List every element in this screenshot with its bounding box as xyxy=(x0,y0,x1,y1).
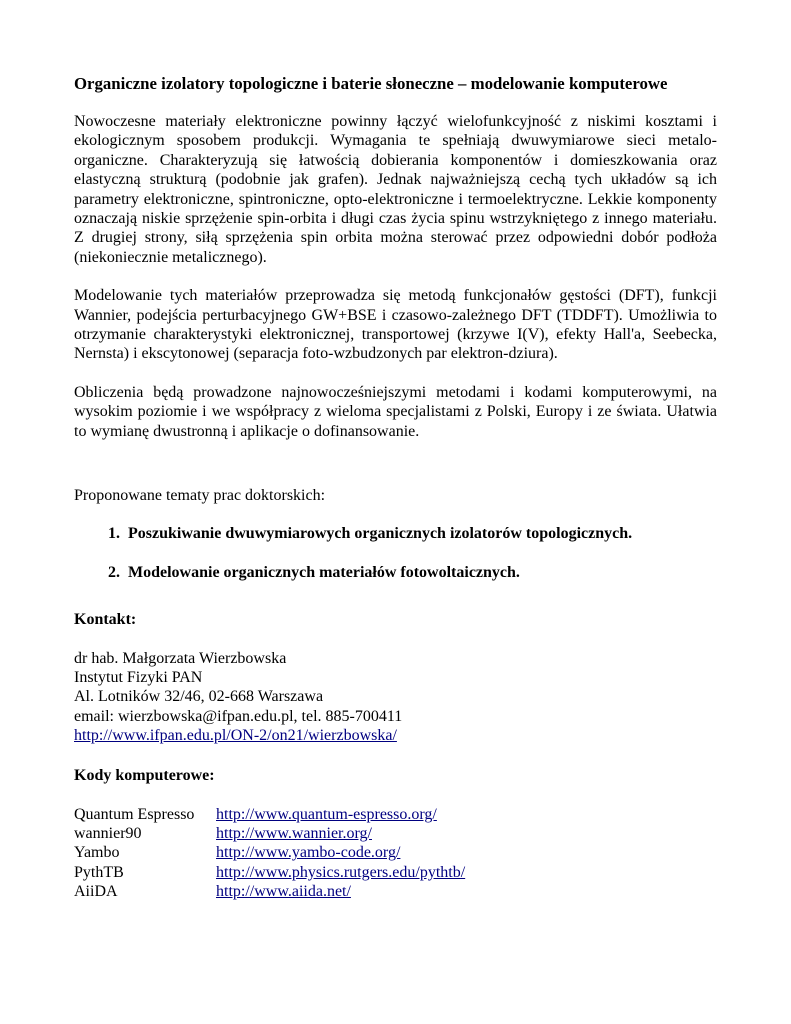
list-item-number: 1. xyxy=(108,524,120,542)
codes-heading: Kody komputerowe: xyxy=(74,766,215,784)
contact-email: email: wierzbowska@ifpan.edu.pl, tel. 885-700411 xyxy=(74,707,403,725)
code-link[interactable]: http://www.quantum-espresso.org/ xyxy=(216,805,437,823)
document-title: Organiczne izolatory topologiczne i baterie słoneczne – modelowanie komputerowe xyxy=(74,74,668,93)
list-item xyxy=(74,563,717,583)
code-name: Yambo xyxy=(74,844,120,862)
paragraph-topics-intro: Proponowane tematy prac doktorskich: xyxy=(74,487,326,505)
paragraph-intro: Nowoczesne materiały elektroniczne powinny łączyć wielofunkcyjność z niskimi kosztami i ekologicznym sposobem produkcji. Wymagania te spełniają dwuwymiarowe sieci metalo-organiczne. Charakteryzują się łatwością dobierania komponentów i domieszkowania oraz elastyczną strukturą (podobnie jak grafen). Jednak najważniejszą cechą tych układów są ich parametry elektroniczne, spintroniczne, opto-elektroniczne i termoelektryczne. Lekkie komponenty oznaczają niskie sprzężenie spin-orbita i długi czas życia spinu wstrzykniętego z innego materiału. Z drugiej strony, siłą sprzężenia spin orbita można sterować przez odpowiedni dobór podłoża (niekoniecznie metalicznego). xyxy=(74,113,717,266)
contact-block xyxy=(74,649,717,746)
code-name: wannier90 xyxy=(74,824,142,842)
list-item xyxy=(74,843,717,862)
code-link[interactable]: http://www.physics.rutgers.edu/pythtb/ xyxy=(216,863,466,881)
contact-heading: Kontakt: xyxy=(74,610,137,628)
list-item xyxy=(74,824,717,843)
code-name: AiiDA xyxy=(74,883,118,901)
list-item xyxy=(74,524,717,544)
code-name: Quantum Espresso xyxy=(74,805,195,823)
list-item-text: Modelowanie organicznych materiałów fotowoltaicznych. xyxy=(128,563,520,581)
paragraph-modeling: Modelowanie tych materiałów przeprowadza się metodą funkcjonałów gęstości (DFT), funkcji Wannier, podejścia perturbacyjnego GW+BSE i czasowo-zależnego DFT (TDDFT). Umożliwia to otrzymanie charakterystyki elektronicznej, transportowej (krzywe I(V), efekty Hall'a, Seebecka, Nernsta) i ekscytonowej (separacja foto-wzbudzonych par elektron-dziura). xyxy=(74,287,717,363)
code-name: PythTB xyxy=(74,863,124,881)
contact-name: dr hab. Małgorzata Wierzbowska xyxy=(74,649,287,667)
topics-list xyxy=(74,524,717,583)
code-link[interactable]: http://www.wannier.org/ xyxy=(216,824,372,842)
document-page xyxy=(74,74,717,902)
list-item xyxy=(74,863,717,882)
list-item xyxy=(74,805,717,824)
codes-list xyxy=(74,805,717,902)
list-item xyxy=(74,882,717,901)
code-link[interactable]: http://www.aiida.net/ xyxy=(216,883,351,901)
contact-homepage-link[interactable]: http://www.ifpan.edu.pl/ON-2/on21/wierzbowska/ xyxy=(74,727,397,745)
paragraph-computations: Obliczenia będą prowadzone najnowocześniejszymi metodami i kodami komputerowymi, na wysokim poziomie i we współpracy z wieloma specjalistami z Polski, Europy i ze świata. Ułatwia to wymianę dwustronną i aplikacje o dofinansowanie. xyxy=(74,383,717,440)
contact-institute: Instytut Fizyki PAN xyxy=(74,668,203,686)
contact-address: Al. Lotników 32/46, 02-668 Warszawa xyxy=(74,688,324,706)
list-item-text: Poszukiwanie dwuwymiarowych organicznych izolatorów topologicznych. xyxy=(128,524,633,542)
code-link[interactable]: http://www.yambo-code.org/ xyxy=(216,844,401,862)
list-item-number: 2. xyxy=(108,563,120,581)
